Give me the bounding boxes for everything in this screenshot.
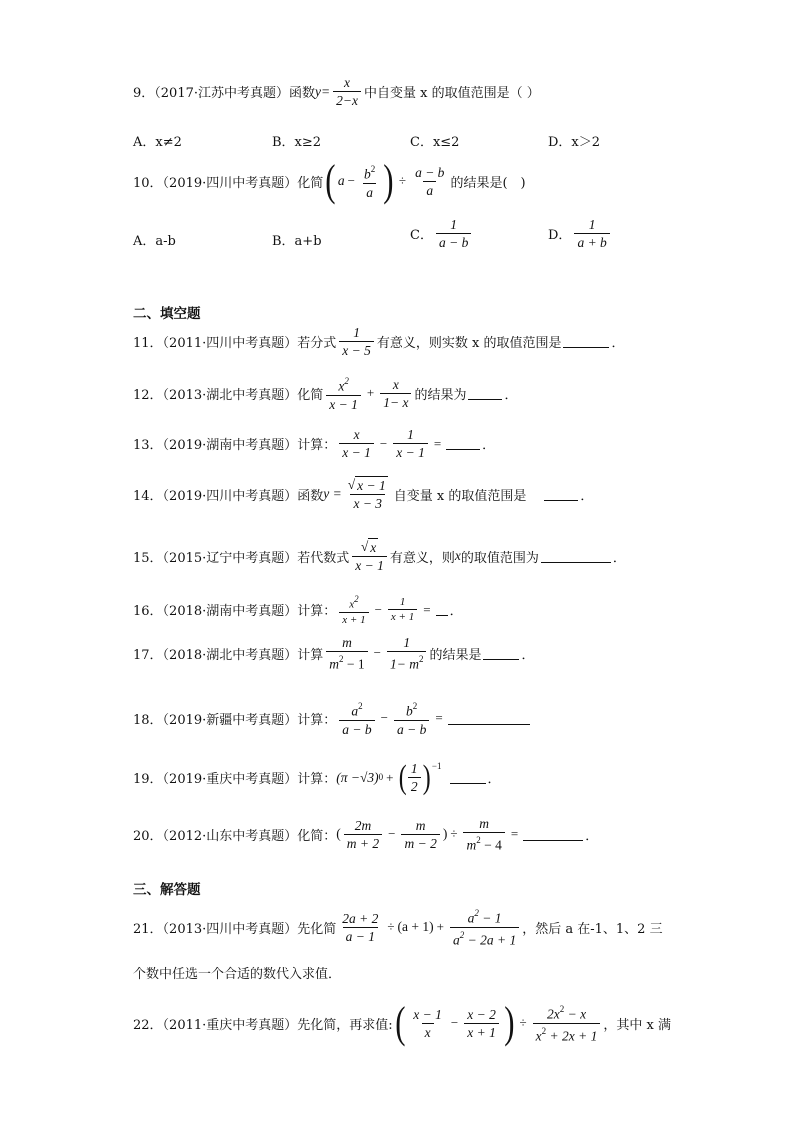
q10-tail: 的结果是( ) xyxy=(450,175,526,191)
answer-blank[interactable] xyxy=(446,437,480,450)
answer-blank[interactable] xyxy=(563,335,609,348)
answer-blank[interactable] xyxy=(541,550,611,563)
question-20: 20．（2012·山东中考真题）化简： ( $\frac{2m}{m + 2}$ − $\frac{m}{m - 2}$ ) ÷ $\frac{m}{m^2 - 4}$ = ． xyxy=(133,816,599,853)
question-12: 12．（2013·湖北中考真题）化简 $\frac{x^2}{x - 1}$ + $\frac{x}{1- x}$ 的结果为 ． xyxy=(133,376,518,412)
answer-blank[interactable] xyxy=(544,488,578,501)
q9-tail: 中自变量 x 的取值范围是（ ） xyxy=(363,86,540,101)
question-17: 17．（2018·湖北中考真题）计算 $\frac{m}{m^2 - 1}$ − $\frac{1}{1- m^2}$ 的结果是 ． xyxy=(133,635,535,672)
question-15: 15．（2015·辽宁中考真题）若代数式 √ x x − 1 有意义，则 x 的取值范围为 ． xyxy=(133,539,626,573)
section-title-fill-in: 二、填空题 xyxy=(133,306,201,322)
question-19: 19．（2019·重庆中考真题）计算： (π −√3) 0 + ( $\frac{1}{2}$ ) −1 ． xyxy=(133,758,501,796)
answer-blank[interactable] xyxy=(450,771,486,784)
question-13: 13．（2019·湖南中考真题）计算： $\frac{x}{x - 1}$ − $\frac{1}{x - 1}$ = ． xyxy=(133,427,496,460)
q10-option-c: C． $\frac{1}{a - b}$ xyxy=(410,216,474,251)
q10-fraction-right: $\frac{a - b}{a}$ xyxy=(415,164,445,198)
answer-blank[interactable] xyxy=(448,712,530,725)
q9-fraction: $\frac{x}{2-x}$ xyxy=(333,74,361,109)
right-paren: ) xyxy=(383,156,394,206)
question-22: 22．（2011·重庆中考真题）先化简，再求值: ( $\frac{x - 1}{x}$ − $\frac{x - 2}{x + 1}$ ) ÷ $\frac{2x^2 - x}{x^2 + 2x + 1}$ ，其中 x 满 xyxy=(133,998,671,1047)
answer-blank[interactable] xyxy=(468,387,502,400)
question-10: 10．（2019·四川中考真题）化简 ( a − $\frac{b^2}{a}$ ) ÷ $\frac{a - b}{a}$ 的结果是( ) xyxy=(133,156,526,206)
q9-option-d: D．x＞2 xyxy=(548,135,601,150)
question-21: 21．（2013·四川中考真题）先化简 $\frac{2a + 2}{a - 1}$ ÷ (a + 1) + $\frac{a^2 - 1}{a^2 - 2a + 1}$ ，然后 a 在-1、1、2 三 xyxy=(133,908,663,947)
q9-option-b: B．x≥2 xyxy=(272,135,322,150)
q10-text: 10．（2019·四川中考真题）化简 xyxy=(133,175,324,191)
q10-option-b: B．a+b xyxy=(272,234,322,249)
question-21-line-2: 个数中任选一个合适的数代入求值． xyxy=(133,967,342,982)
q10-option-d: D． $\frac{1}{a + b}$ xyxy=(548,216,613,251)
q9-option-a: A．x≠2 xyxy=(133,135,182,150)
answer-blank[interactable] xyxy=(483,647,519,660)
q9-option-c: C．x≤2 xyxy=(410,135,460,150)
q9-text: 9．（2017·江苏中考真题）函数 xyxy=(133,86,315,101)
q10-fraction-b: $\frac{b^2}{a}$ xyxy=(364,164,376,200)
section-title-solve: 三、解答题 xyxy=(133,882,201,898)
q10-option-a: A．a-b xyxy=(133,234,176,249)
question-14: 14．（2019·四川中考真题）函数 y = √ x − 1 x − 3 自变量 x 的取值范围是 ． xyxy=(133,477,594,511)
question-9 xyxy=(133,74,540,109)
question-11: 11．（2011·四川中考真题）若分式 $\frac{1}{x - 5}$ 有意义，则实数 x 的取值范围是 ． xyxy=(133,325,625,358)
q9-y-eq: y= xyxy=(315,83,331,99)
question-18: 18．（2019·新疆中考真题）计算： $\frac{a^2}{a - b}$ − $\frac{b^2}{a - b}$ = xyxy=(133,699,532,738)
left-paren: ( xyxy=(325,156,336,206)
answer-blank[interactable] xyxy=(436,603,448,616)
question-16: 16．（2018·湖南中考真题）计算： $\frac{x^2}{x + 1}$ − $\frac{1}{x + 1}$ = ． xyxy=(133,594,463,626)
answer-blank[interactable] xyxy=(523,828,583,841)
